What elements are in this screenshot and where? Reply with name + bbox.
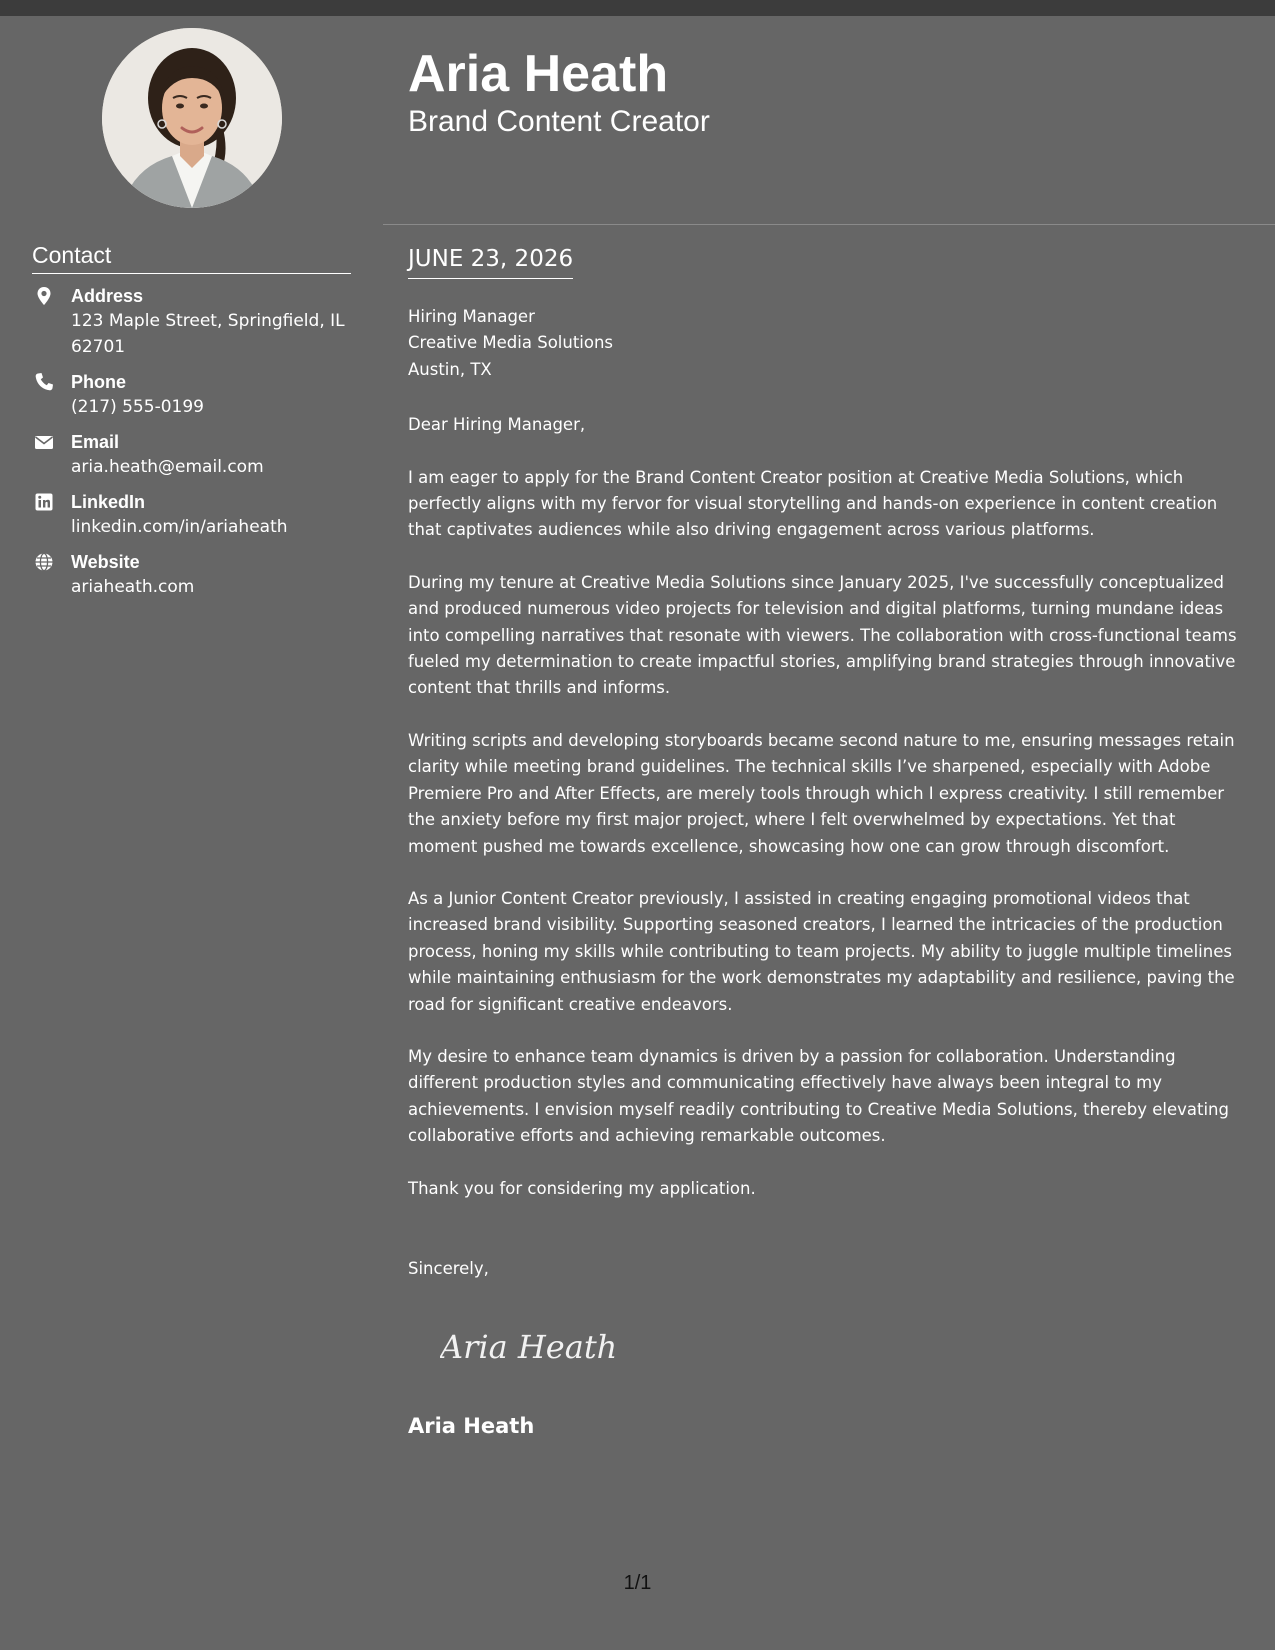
cover-letter-page [0, 16, 1275, 1650]
recipient-line: Austin, TX [408, 359, 492, 379]
contact-item-email [32, 430, 352, 480]
letter-paragraph: During my tenure at Creative Media Solutions since January 2025, I've successfully conceptualized and produced numerous video projects for television and digital platforms, turning mundane ideas into compelling narratives that resonate with viewers. The collaboration with cross-functional teams fueled my determination to create impactful stories, amplifying brand strategies through innovative content that thrills and informs. [408, 572, 1237, 698]
contact-value[interactable]: aria.heath@email.com [71, 457, 264, 477]
contact-value[interactable]: linkedin.com/in/ariaheath [71, 517, 288, 537]
header-divider [383, 224, 1275, 225]
contact-heading: Contact [32, 242, 351, 274]
page-number: 1/1 [623, 1572, 652, 1594]
contact-list [32, 284, 352, 610]
closing: Sincerely, [408, 1258, 489, 1278]
phone-icon [34, 372, 54, 392]
profile-photo [102, 28, 282, 208]
contact-label: Website [71, 552, 140, 572]
job-title: Brand Content Creator [408, 105, 710, 138]
sidebar [0, 16, 382, 1650]
linkedin-icon [34, 492, 54, 512]
letter-paragraph: My desire to enhance team dynamics is driven by a passion for collaboration. Understanding different production styles and communicating effectively have always been integral to my achievements. I envision myself readily contributing to Creative Media Solutions, thereby elevating collaborative efforts and achieving remarkable outcomes. [408, 1046, 1229, 1146]
contact-item-website [32, 550, 352, 600]
handwritten-signature [440, 1314, 640, 1374]
envelope-icon [34, 432, 54, 452]
letter-paragraph: As a Junior Content Creator previously, I assisted in creating engaging promotional videos that increased brand visibility. Supporting seasoned creators, I learned the intricacies of the production process, honing my skills while contributing to team projects. My ability to juggle multiple timelines while maintaining enthusiasm for the work demonstrates my adaptability and resilience, paving the road for significant creative endeavors. [408, 888, 1235, 1014]
letter-paragraph: Thank you for considering my application. [408, 1178, 756, 1198]
signed-name: Aria Heath [408, 1414, 535, 1438]
letter-body [408, 304, 1246, 1282]
profile-photo-illustration [102, 28, 282, 208]
contact-item-linkedin [32, 490, 352, 540]
signature-text: Aria Heath [440, 1328, 618, 1366]
letter-paragraph: I am eager to apply for the Brand Content Creator position at Creative Media Solutions, which perfectly aligns with my fervor for visual storytelling and hands-on experience in content creation that captivates audiences while also driving engagement across various platforms. [408, 467, 1218, 540]
salutation: Dear Hiring Manager, [408, 415, 586, 435]
contact-value: (217) 555-0199 [71, 397, 204, 417]
contact-value[interactable]: ariaheath.com [71, 577, 195, 597]
letter-date: JUNE 23, 2026 [408, 244, 573, 279]
contact-label: Phone [71, 372, 127, 392]
recipient-block [408, 304, 1246, 383]
contact-label: Email [71, 432, 120, 452]
recipient-line: Creative Media Solutions [408, 333, 614, 353]
contact-label: LinkedIn [71, 492, 146, 512]
contact-label: Address [71, 286, 144, 306]
contact-item-phone [32, 370, 352, 420]
applicant-name: Aria Heath [408, 45, 669, 103]
contact-value: 123 Maple Street, Springfield, IL 62701 [71, 311, 345, 357]
contact-item-address [32, 284, 352, 360]
map-pin-icon [34, 286, 54, 306]
recipient-line: Hiring Manager [408, 307, 535, 326]
globe-icon [34, 552, 54, 572]
letter-paragraph: Writing scripts and developing storyboards became second nature to me, ensuring messages retain clarity while meeting brand guidelines. The technical skills I’ve sharpened, especially with Adobe Premiere Pro and After Effects, are merely tools through which I express creativity. I still remember the anxiety before my first major project, where I felt overwhelmed by expectations. Yet that moment pushed me towards excellence, showcasing how one can grow through discomfort. [408, 730, 1235, 856]
top-strip [0, 0, 1275, 16]
